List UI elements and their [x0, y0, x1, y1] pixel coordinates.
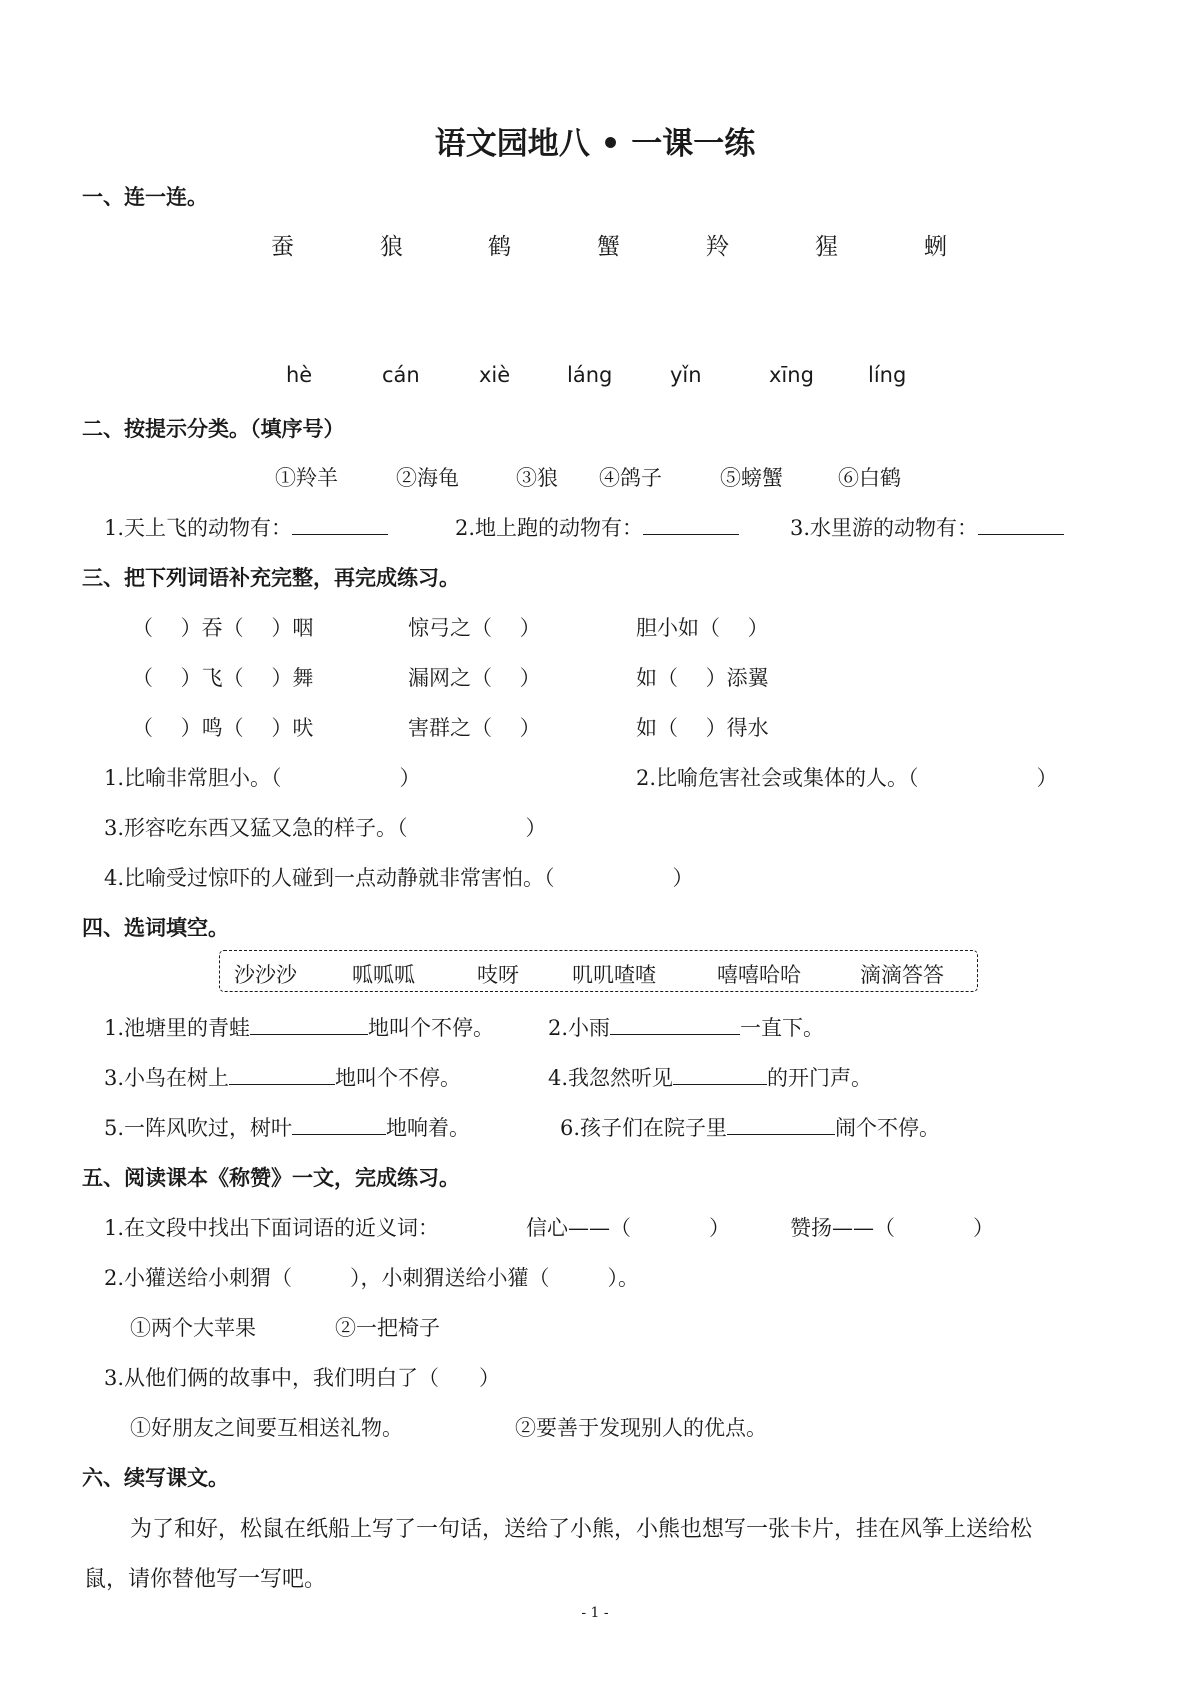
idiom-item: 如（ ）添翼: [636, 666, 769, 690]
reading-q2-part: ）。: [607, 1266, 640, 1290]
reading-q1-synonym-a: [526, 1212, 730, 1242]
idiom-q3: [104, 812, 547, 842]
answer-blank[interactable]: [610, 1016, 740, 1035]
answer-blank[interactable]: [292, 516, 388, 535]
pinyin-item: láng: [567, 363, 613, 387]
word-bank-item: 滴滴答答: [860, 963, 944, 987]
answer-blank[interactable]: [673, 1066, 767, 1085]
classify-option: ⑤螃蟹: [720, 466, 783, 490]
fill-q2: [548, 1012, 824, 1042]
idiom-item: 漏网之（ ）: [408, 666, 541, 690]
idiom-item: 胆小如（ ）: [636, 616, 769, 640]
classify-q2-label: 2.地上跑的动物有：: [455, 516, 644, 540]
idiom-item: 惊弓之（ ）: [408, 616, 541, 640]
idiom-q3-label: 3.形容吃东西又猛又急的样子。（: [104, 816, 408, 840]
close-paren: ）: [525, 816, 547, 840]
word-bank-item: 呱呱呱: [352, 963, 415, 987]
word-bank-item: 沙沙沙: [234, 963, 297, 987]
hanzi-item: 狼: [380, 234, 403, 260]
page-title: 语文园地八 • 一课一练: [434, 126, 756, 162]
fill-q3: [104, 1062, 461, 1092]
classify-option: ⑥白鹤: [838, 466, 901, 490]
close-paren: ）: [709, 1216, 730, 1240]
reading-q2-option: ①两个大苹果: [130, 1316, 256, 1340]
fill-q5-prefix: 5.一阵风吹过，树叶: [104, 1116, 293, 1140]
idiom-item: （ ）鸣（ ）吠: [132, 716, 314, 740]
answer-blank[interactable]: [229, 1066, 335, 1085]
idiom-q2: [636, 762, 1058, 792]
answer-blank[interactable]: [643, 516, 739, 535]
pinyin-item: yǐn: [670, 363, 702, 387]
idiom-item: 害群之（ ）: [408, 716, 541, 740]
reading-q1-label: 1.在文段中找出下面词语的近义词：: [104, 1216, 440, 1240]
fill-q2-suffix: 一直下。: [740, 1016, 825, 1040]
reading-q1-synonym-b: [790, 1212, 994, 1242]
idiom-q1-label: 1.比喻非常胆小。（: [104, 766, 282, 790]
idiom-item: （ ）飞（ ）舞: [132, 666, 314, 690]
answer-blank[interactable]: [978, 516, 1064, 535]
idiom-item: （ ）吞（ ）咽: [132, 616, 314, 640]
fill-q1-prefix: 1.池塘里的青蛙: [104, 1016, 251, 1040]
fill-q4-prefix: 4.我忽然听见: [548, 1066, 674, 1090]
fill-q3-suffix: 地叫个不停。: [335, 1066, 462, 1090]
synonym-prompt: 信心——（: [526, 1216, 631, 1240]
section-5-heading: 五、阅读课本《称赞》一文，完成练习。: [82, 1166, 460, 1190]
classify-q1-label: 1.天上飞的动物有：: [104, 516, 293, 540]
fill-q6: [560, 1112, 940, 1142]
reading-q2-part: ），小刺猬送给小獾（: [350, 1266, 550, 1290]
answer-blank[interactable]: [727, 1116, 835, 1135]
hanzi-item: 羚: [706, 234, 729, 260]
answer-blank[interactable]: [292, 1116, 386, 1135]
fill-q4: [548, 1062, 872, 1092]
word-bank-item: 叽叽喳喳: [572, 963, 656, 987]
classify-option: ③狼: [516, 466, 558, 490]
fill-q1-suffix: 地叫个不停。: [368, 1016, 495, 1040]
hanzi-item: 鹤: [488, 234, 511, 260]
fill-q6-suffix: 闹个不停。: [835, 1116, 941, 1140]
section-3-heading: 三、把下列词语补充完整，再完成练习。: [82, 566, 460, 590]
fill-q1: [104, 1012, 494, 1042]
classify-option: ④鸽子: [599, 466, 662, 490]
reading-q2-option: ②一把椅子: [335, 1316, 440, 1340]
close-paren: ）: [1036, 766, 1058, 790]
word-bank-item: 吱呀: [477, 963, 519, 987]
fill-q5: [104, 1112, 470, 1142]
idiom-q4: [104, 862, 694, 892]
pinyin-item: xīng: [769, 363, 814, 387]
section-2-heading: 二、按提示分类。（填序号）: [82, 417, 345, 441]
section-1-heading: 一、连一连。: [82, 185, 208, 209]
fill-q6-prefix: 6.孩子们在院子里: [560, 1116, 728, 1140]
writing-prompt-line2: 鼠，请你替他写一写吧。: [84, 1567, 327, 1592]
reading-q2: [104, 1262, 639, 1292]
hanzi-item: 蟹: [597, 234, 620, 260]
word-bank-item: 嘻嘻哈哈: [717, 963, 801, 987]
section-4-heading: 四、选词填空。: [82, 916, 229, 940]
hanzi-item: 猩: [815, 234, 838, 260]
classify-q3-label: 3.水里游的动物有：: [790, 516, 979, 540]
fill-q3-prefix: 3.小鸟在树上: [104, 1066, 230, 1090]
idiom-q2-label: 2.比喻危害社会或集体的人。（: [636, 766, 919, 790]
classify-q3: [790, 512, 1064, 542]
classify-option: ①羚羊: [275, 466, 338, 490]
reading-q3-option: ②要善于发现别人的优点。: [515, 1416, 767, 1440]
synonym-prompt: 赞扬——（: [790, 1216, 895, 1240]
fill-q5-suffix: 地响着。: [386, 1116, 471, 1140]
fill-q2-prefix: 2.小雨: [548, 1016, 611, 1040]
reading-q3: [104, 1362, 500, 1392]
word-bank-box: [219, 950, 978, 992]
pinyin-item: líng: [868, 363, 907, 387]
section-6-heading: 六、续写课文。: [82, 1466, 229, 1490]
hanzi-item: 蛚: [924, 234, 947, 260]
idiom-q1: [104, 762, 421, 792]
classify-option: ②海龟: [396, 466, 459, 490]
close-paren: ）: [672, 866, 694, 890]
reading-q2-part: 2.小獾送给小刺猬（: [104, 1266, 293, 1290]
pinyin-item: hè: [286, 363, 313, 387]
reading-q3-option: ①好朋友之间要互相送礼物。: [130, 1416, 403, 1440]
idiom-q4-label: 4.比喻受过惊吓的人碰到一点动静就非常害怕。（: [104, 866, 555, 890]
page-number: - 1 -: [581, 1605, 609, 1621]
reading-q3-label: 3.从他们俩的故事中，我们明白了（: [104, 1366, 440, 1390]
classify-q2: [455, 512, 739, 542]
classify-q1: [104, 512, 388, 542]
reading-q1: [104, 1212, 439, 1242]
answer-blank[interactable]: [250, 1016, 368, 1035]
hanzi-item: 蚕: [271, 234, 294, 260]
fill-q4-suffix: 的开门声。: [767, 1066, 873, 1090]
close-paren: ）: [399, 766, 421, 790]
close-paren: ）: [973, 1216, 994, 1240]
writing-prompt-line1: 为了和好，松鼠在纸船上写了一句话，送给了小熊，小熊也想写一张卡片，挂在风筝上送给松: [130, 1517, 1033, 1542]
pinyin-item: cán: [382, 363, 420, 387]
idiom-item: 如（ ）得水: [636, 716, 769, 740]
pinyin-item: xiè: [479, 363, 511, 387]
close-paren: ）: [479, 1366, 501, 1390]
